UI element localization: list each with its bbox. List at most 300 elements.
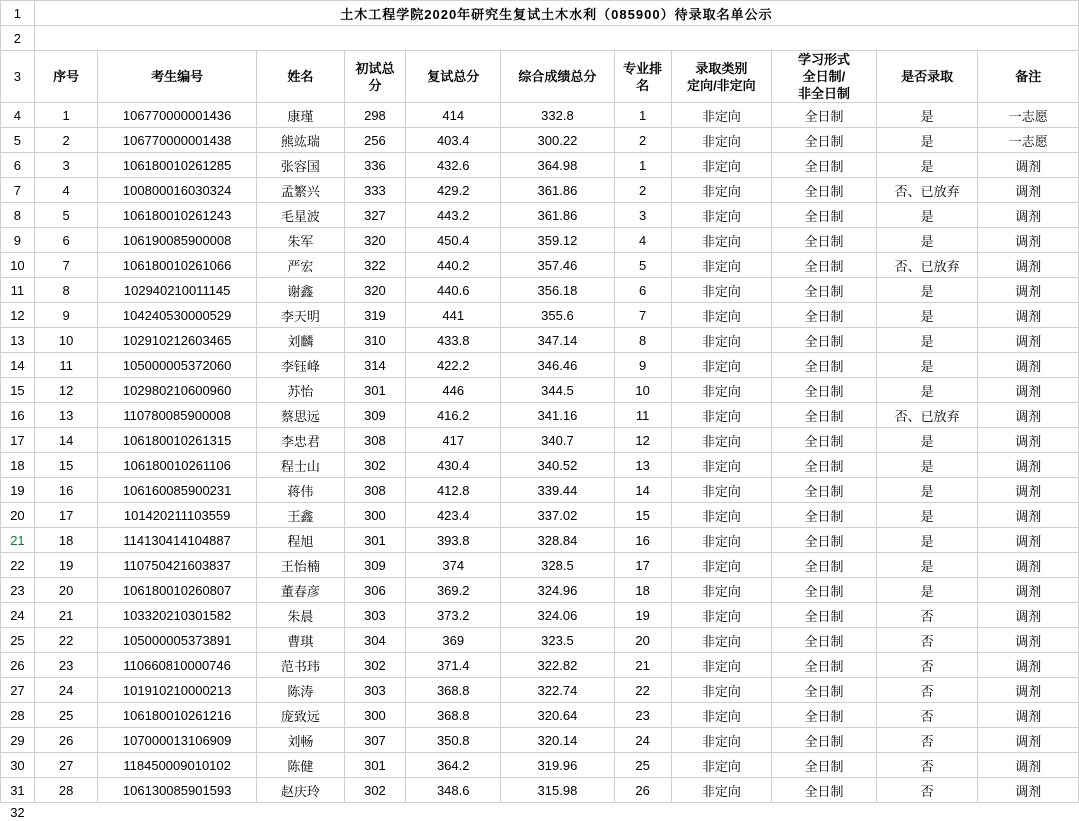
cell-remark[interactable]: 调剂: [978, 253, 1079, 278]
cell-first-score[interactable]: 301: [344, 378, 405, 403]
cell-total-score[interactable]: 356.18: [501, 278, 614, 303]
cell-rank[interactable]: 26: [614, 778, 671, 803]
row-header[interactable]: 22: [1, 553, 35, 578]
cell-admitted[interactable]: 否: [876, 753, 978, 778]
cell-second-score[interactable]: 412.8: [406, 478, 501, 503]
cell-remark[interactable]: 调剂: [978, 753, 1079, 778]
row-header[interactable]: 30: [1, 753, 35, 778]
cell-study-mode[interactable]: 全日制: [772, 303, 877, 328]
cell-candidate-id[interactable]: 106180010261106: [98, 453, 257, 478]
cell-first-score[interactable]: 336: [344, 153, 405, 178]
cell-study-mode[interactable]: 全日制: [772, 528, 877, 553]
table-row[interactable]: [1, 128, 1079, 153]
cell-total-score[interactable]: 337.02: [501, 503, 614, 528]
cell-study-mode[interactable]: 全日制: [772, 753, 877, 778]
cell-name[interactable]: 王怡楠: [256, 553, 344, 578]
cell-no[interactable]: 7: [34, 253, 97, 278]
table-row[interactable]: [1, 703, 1079, 728]
cell-name[interactable]: 赵庆玲: [256, 778, 344, 803]
cell-candidate-id[interactable]: 106180010261066: [98, 253, 257, 278]
table-row[interactable]: [1, 203, 1079, 228]
cell-first-score[interactable]: 333: [344, 178, 405, 203]
cell-admitted[interactable]: 否: [876, 678, 978, 703]
cell-admission-type[interactable]: 非定向: [671, 178, 771, 203]
table-row[interactable]: [1, 378, 1079, 403]
cell-admitted[interactable]: 是: [876, 353, 978, 378]
cell-rank[interactable]: 19: [614, 603, 671, 628]
row-header[interactable]: 4: [1, 103, 35, 128]
cell-rank[interactable]: 1: [614, 153, 671, 178]
cell-candidate-id[interactable]: 102940210011145: [98, 278, 257, 303]
cell-first-score[interactable]: 256: [344, 128, 405, 153]
cell-admitted[interactable]: 是: [876, 428, 978, 453]
cell-no[interactable]: 27: [34, 753, 97, 778]
cell-admitted[interactable]: 是: [876, 378, 978, 403]
cell-first-score[interactable]: 308: [344, 428, 405, 453]
cell-admitted[interactable]: 否、已放弃: [876, 178, 978, 203]
cell-admission-type[interactable]: 非定向: [671, 653, 771, 678]
cell-remark[interactable]: 调剂: [978, 328, 1079, 353]
cell-second-score[interactable]: 441: [406, 303, 501, 328]
cell-candidate-id[interactable]: 102910212603465: [98, 328, 257, 353]
cell-admission-type[interactable]: 非定向: [671, 578, 771, 603]
table-row[interactable]: [1, 478, 1079, 503]
cell-name[interactable]: 陈涛: [256, 678, 344, 703]
cell-second-score[interactable]: 429.2: [406, 178, 501, 203]
table-row[interactable]: [1, 228, 1079, 253]
cell-total-score[interactable]: 322.74: [501, 678, 614, 703]
cell-total-score[interactable]: 361.86: [501, 178, 614, 203]
cell-admission-type[interactable]: 非定向: [671, 153, 771, 178]
cell-name[interactable]: 严宏: [256, 253, 344, 278]
row-header[interactable]: 8: [1, 203, 35, 228]
cell-rank[interactable]: 3: [614, 203, 671, 228]
cell-rank[interactable]: 4: [614, 228, 671, 253]
cell-admitted[interactable]: 是: [876, 228, 978, 253]
cell-rank[interactable]: 9: [614, 353, 671, 378]
cell-no[interactable]: 16: [34, 478, 97, 503]
cell-rank[interactable]: 18: [614, 578, 671, 603]
cell-admitted[interactable]: 是: [876, 103, 978, 128]
cell-second-score[interactable]: 403.4: [406, 128, 501, 153]
cell-first-score[interactable]: 322: [344, 253, 405, 278]
cell-first-score[interactable]: 306: [344, 578, 405, 603]
cell-admitted[interactable]: 是: [876, 528, 978, 553]
cell-second-score[interactable]: 422.2: [406, 353, 501, 378]
cell-total-score[interactable]: 332.8: [501, 103, 614, 128]
cell-no[interactable]: 4: [34, 178, 97, 203]
cell-remark[interactable]: 一志愿: [978, 103, 1079, 128]
cell-remark[interactable]: 调剂: [978, 478, 1079, 503]
cell-name[interactable]: 康瑾: [256, 103, 344, 128]
cell-study-mode[interactable]: 全日制: [772, 603, 877, 628]
cell-first-score[interactable]: 320: [344, 228, 405, 253]
cell-second-score[interactable]: 450.4: [406, 228, 501, 253]
table-row[interactable]: [1, 528, 1079, 553]
cell-second-score[interactable]: 368.8: [406, 703, 501, 728]
table-row[interactable]: [1, 753, 1079, 778]
cell-admitted[interactable]: 是: [876, 453, 978, 478]
cell-total-score[interactable]: 364.98: [501, 153, 614, 178]
cell-study-mode[interactable]: 全日制: [772, 178, 877, 203]
cell-second-score[interactable]: 440.2: [406, 253, 501, 278]
row-header[interactable]: 20: [1, 503, 35, 528]
cell-study-mode[interactable]: 全日制: [772, 353, 877, 378]
cell-admitted[interactable]: 否: [876, 778, 978, 803]
table-row[interactable]: [1, 153, 1079, 178]
cell-first-score[interactable]: 309: [344, 403, 405, 428]
cell-rank[interactable]: 20: [614, 628, 671, 653]
cell-admission-type[interactable]: 非定向: [671, 603, 771, 628]
cell-second-score[interactable]: 423.4: [406, 503, 501, 528]
cell-total-score[interactable]: 357.46: [501, 253, 614, 278]
row-header[interactable]: 23: [1, 578, 35, 603]
cell-remark[interactable]: 调剂: [978, 778, 1079, 803]
cell-name[interactable]: 曹琪: [256, 628, 344, 653]
cell-name[interactable]: 熊竑瑞: [256, 128, 344, 153]
cell-remark[interactable]: 调剂: [978, 728, 1079, 753]
cell-second-score[interactable]: 433.8: [406, 328, 501, 353]
cell-name[interactable]: 谢鑫: [256, 278, 344, 303]
cell-second-score[interactable]: 393.8: [406, 528, 501, 553]
row-header[interactable]: 25: [1, 628, 35, 653]
cell-first-score[interactable]: 304: [344, 628, 405, 653]
cell-second-score[interactable]: 374: [406, 553, 501, 578]
cell-first-score[interactable]: 303: [344, 603, 405, 628]
cell-name[interactable]: 朱晨: [256, 603, 344, 628]
cell-remark[interactable]: 调剂: [978, 578, 1079, 603]
cell-admission-type[interactable]: 非定向: [671, 203, 771, 228]
cell-admission-type[interactable]: 非定向: [671, 278, 771, 303]
row-header[interactable]: 5: [1, 128, 35, 153]
cell-rank[interactable]: 15: [614, 503, 671, 528]
cell-total-score[interactable]: 324.96: [501, 578, 614, 603]
cell-rank[interactable]: 6: [614, 278, 671, 303]
cell-admitted[interactable]: 是: [876, 303, 978, 328]
cell-admitted[interactable]: 是: [876, 503, 978, 528]
cell-remark[interactable]: 调剂: [978, 403, 1079, 428]
cell-admission-type[interactable]: 非定向: [671, 628, 771, 653]
table-row[interactable]: [1, 428, 1079, 453]
row-header[interactable]: 29: [1, 728, 35, 753]
cell-admission-type[interactable]: 非定向: [671, 103, 771, 128]
row-header[interactable]: 27: [1, 678, 35, 703]
cell-study-mode[interactable]: 全日制: [772, 728, 877, 753]
cell-second-score[interactable]: 371.4: [406, 653, 501, 678]
cell-second-score[interactable]: 430.4: [406, 453, 501, 478]
cell-name[interactable]: 孟繁兴: [256, 178, 344, 203]
table-row[interactable]: [1, 403, 1079, 428]
cell-admitted[interactable]: 否、已放弃: [876, 253, 978, 278]
cell-study-mode[interactable]: 全日制: [772, 653, 877, 678]
cell-admission-type[interactable]: 非定向: [671, 228, 771, 253]
cell-study-mode[interactable]: 全日制: [772, 628, 877, 653]
row-header[interactable]: 1: [1, 1, 35, 26]
cell-total-score[interactable]: 347.14: [501, 328, 614, 353]
cell-admitted[interactable]: 是: [876, 128, 978, 153]
cell-rank[interactable]: 1: [614, 103, 671, 128]
cell-total-score[interactable]: 322.82: [501, 653, 614, 678]
cell-first-score[interactable]: 300: [344, 703, 405, 728]
cell-total-score[interactable]: 324.06: [501, 603, 614, 628]
cell-first-score[interactable]: 301: [344, 528, 405, 553]
cell-study-mode[interactable]: 全日制: [772, 228, 877, 253]
cell-remark[interactable]: 调剂: [978, 653, 1079, 678]
table-row[interactable]: [1, 728, 1079, 753]
cell-remark[interactable]: 调剂: [978, 678, 1079, 703]
table-row[interactable]: [1, 678, 1079, 703]
cell-name[interactable]: 程旭: [256, 528, 344, 553]
cell-no[interactable]: 11: [34, 353, 97, 378]
cell-admitted[interactable]: 否: [876, 703, 978, 728]
row-header[interactable]: 9: [1, 228, 35, 253]
cell-second-score[interactable]: 369: [406, 628, 501, 653]
row-header[interactable]: 18: [1, 453, 35, 478]
cell-study-mode[interactable]: 全日制: [772, 278, 877, 303]
table-row[interactable]: [1, 628, 1079, 653]
cell-second-score[interactable]: 364.2: [406, 753, 501, 778]
cell-total-score[interactable]: 344.5: [501, 378, 614, 403]
cell-rank[interactable]: 22: [614, 678, 671, 703]
cell-study-mode[interactable]: 全日制: [772, 453, 877, 478]
cell-no[interactable]: 21: [34, 603, 97, 628]
cell-name[interactable]: 刘畅: [256, 728, 344, 753]
cell-candidate-id[interactable]: 105000005372060: [98, 353, 257, 378]
cell-total-score[interactable]: 359.12: [501, 228, 614, 253]
cell-name[interactable]: 庞致远: [256, 703, 344, 728]
cell-candidate-id[interactable]: 101420211103559: [98, 503, 257, 528]
cell-no[interactable]: 17: [34, 503, 97, 528]
cell-name[interactable]: 陈健: [256, 753, 344, 778]
cell-no[interactable]: 3: [34, 153, 97, 178]
cell-admission-type[interactable]: 非定向: [671, 503, 771, 528]
cell-remark[interactable]: 调剂: [978, 428, 1079, 453]
cell-candidate-id[interactable]: 118450009010102: [98, 753, 257, 778]
cell-no[interactable]: 13: [34, 403, 97, 428]
cell-candidate-id[interactable]: 106770000001436: [98, 103, 257, 128]
cell-rank[interactable]: 7: [614, 303, 671, 328]
cell-no[interactable]: 8: [34, 278, 97, 303]
cell-candidate-id[interactable]: 107000013106909: [98, 728, 257, 753]
cell-admission-type[interactable]: 非定向: [671, 128, 771, 153]
cell-candidate-id[interactable]: 114130414104887: [98, 528, 257, 553]
row-header[interactable]: 15: [1, 378, 35, 403]
row-header[interactable]: 28: [1, 703, 35, 728]
cell-first-score[interactable]: 300: [344, 503, 405, 528]
cell-no[interactable]: 14: [34, 428, 97, 453]
cell-admitted[interactable]: 是: [876, 278, 978, 303]
cell-remark[interactable]: 调剂: [978, 603, 1079, 628]
table-row[interactable]: [1, 328, 1079, 353]
cell-name[interactable]: 李钰峰: [256, 353, 344, 378]
cell-study-mode[interactable]: 全日制: [772, 578, 877, 603]
cell-second-score[interactable]: 373.2: [406, 603, 501, 628]
cell-no[interactable]: 12: [34, 378, 97, 403]
cell-total-score[interactable]: 340.7: [501, 428, 614, 453]
cell-candidate-id[interactable]: 105000005373891: [98, 628, 257, 653]
cell-admission-type[interactable]: 非定向: [671, 353, 771, 378]
row-header[interactable]: 12: [1, 303, 35, 328]
cell-first-score[interactable]: 302: [344, 453, 405, 478]
cell-candidate-id[interactable]: 106180010261315: [98, 428, 257, 453]
cell-study-mode[interactable]: 全日制: [772, 328, 877, 353]
cell-name[interactable]: 毛星波: [256, 203, 344, 228]
cell-name[interactable]: 苏怡: [256, 378, 344, 403]
cell-remark[interactable]: 调剂: [978, 303, 1079, 328]
cell-admission-type[interactable]: 非定向: [671, 453, 771, 478]
cell-first-score[interactable]: 319: [344, 303, 405, 328]
cell-study-mode[interactable]: 全日制: [772, 153, 877, 178]
cell-rank[interactable]: 2: [614, 128, 671, 153]
cell-first-score[interactable]: 320: [344, 278, 405, 303]
cell-no[interactable]: 18: [34, 528, 97, 553]
row-header[interactable]: 17: [1, 428, 35, 453]
cell-second-score[interactable]: 440.6: [406, 278, 501, 303]
cell-remark[interactable]: 调剂: [978, 203, 1079, 228]
cell-remark[interactable]: 调剂: [978, 178, 1079, 203]
cell-total-score[interactable]: 341.16: [501, 403, 614, 428]
cell-admission-type[interactable]: 非定向: [671, 678, 771, 703]
cell-rank[interactable]: 16: [614, 528, 671, 553]
cell-name[interactable]: 刘麟: [256, 328, 344, 353]
row-header[interactable]: 11: [1, 278, 35, 303]
cell-candidate-id[interactable]: 106180010261243: [98, 203, 257, 228]
row-header[interactable]: 13: [1, 328, 35, 353]
cell-second-score[interactable]: 348.6: [406, 778, 501, 803]
cell-study-mode[interactable]: 全日制: [772, 703, 877, 728]
cell-second-score[interactable]: 416.2: [406, 403, 501, 428]
cell-admission-type[interactable]: 非定向: [671, 328, 771, 353]
cell-admission-type[interactable]: 非定向: [671, 378, 771, 403]
cell-study-mode[interactable]: 全日制: [772, 378, 877, 403]
cell-name[interactable]: 李忠君: [256, 428, 344, 453]
cell-rank[interactable]: 13: [614, 453, 671, 478]
cell-rank[interactable]: 21: [614, 653, 671, 678]
cell-candidate-id[interactable]: 106770000001438: [98, 128, 257, 153]
row-header[interactable]: 16: [1, 403, 35, 428]
cell-rank[interactable]: 10: [614, 378, 671, 403]
cell-study-mode[interactable]: 全日制: [772, 403, 877, 428]
table-row[interactable]: [1, 553, 1079, 578]
cell-rank[interactable]: 5: [614, 253, 671, 278]
cell-admitted[interactable]: 否: [876, 603, 978, 628]
cell-name[interactable]: 范书玮: [256, 653, 344, 678]
table-row[interactable]: [1, 578, 1079, 603]
cell-candidate-id[interactable]: 110660810000746: [98, 653, 257, 678]
cell-second-score[interactable]: 414: [406, 103, 501, 128]
cell-candidate-id[interactable]: 106130085901593: [98, 778, 257, 803]
cell-candidate-id[interactable]: 106180010261216: [98, 703, 257, 728]
cell-candidate-id[interactable]: 100800016030324: [98, 178, 257, 203]
row-header[interactable]: 7: [1, 178, 35, 203]
cell-total-score[interactable]: 323.5: [501, 628, 614, 653]
cell-admitted[interactable]: 是: [876, 328, 978, 353]
cell-no[interactable]: 22: [34, 628, 97, 653]
cell-admission-type[interactable]: 非定向: [671, 478, 771, 503]
cell-admitted[interactable]: 否、已放弃: [876, 403, 978, 428]
cell-admission-type[interactable]: 非定向: [671, 303, 771, 328]
row-header[interactable]: 31: [1, 778, 35, 803]
cell-total-score[interactable]: 300.22: [501, 128, 614, 153]
cell-admitted[interactable]: 是: [876, 203, 978, 228]
cell-admission-type[interactable]: 非定向: [671, 728, 771, 753]
cell-admitted[interactable]: 是: [876, 153, 978, 178]
row-header[interactable]: 2: [1, 26, 35, 51]
cell-name[interactable]: 蔡思远: [256, 403, 344, 428]
cell-study-mode[interactable]: 全日制: [772, 678, 877, 703]
table-row[interactable]: [1, 103, 1079, 128]
cell-second-score[interactable]: 446: [406, 378, 501, 403]
cell-second-score[interactable]: 417: [406, 428, 501, 453]
cell-no[interactable]: 23: [34, 653, 97, 678]
cell-candidate-id[interactable]: 106180010260807: [98, 578, 257, 603]
cell-candidate-id[interactable]: 106160085900231: [98, 478, 257, 503]
table-row[interactable]: [1, 653, 1079, 678]
cell-no[interactable]: 9: [34, 303, 97, 328]
cell-total-score[interactable]: 340.52: [501, 453, 614, 478]
cell-admission-type[interactable]: 非定向: [671, 753, 771, 778]
cell-remark[interactable]: 调剂: [978, 553, 1079, 578]
cell-first-score[interactable]: 309: [344, 553, 405, 578]
cell-name[interactable]: 朱军: [256, 228, 344, 253]
table-row[interactable]: [1, 778, 1079, 803]
cell-name[interactable]: 董春彦: [256, 578, 344, 603]
cell-remark[interactable]: 调剂: [978, 503, 1079, 528]
cell-total-score[interactable]: 361.86: [501, 203, 614, 228]
cell-study-mode[interactable]: 全日制: [772, 253, 877, 278]
cell-candidate-id[interactable]: 102980210600960: [98, 378, 257, 403]
cell-candidate-id[interactable]: 103320210301582: [98, 603, 257, 628]
cell-total-score[interactable]: 315.98: [501, 778, 614, 803]
cell-candidate-id[interactable]: 110780085900008: [98, 403, 257, 428]
row-header[interactable]: 32: [1, 803, 35, 821]
cell-remark[interactable]: 调剂: [978, 528, 1079, 553]
cell-no[interactable]: 26: [34, 728, 97, 753]
cell-name[interactable]: 王鑫: [256, 503, 344, 528]
cell-candidate-id[interactable]: 110750421603837: [98, 553, 257, 578]
cell-rank[interactable]: 23: [614, 703, 671, 728]
cell-no[interactable]: 10: [34, 328, 97, 353]
row-header[interactable]: 10: [1, 253, 35, 278]
cell-admission-type[interactable]: 非定向: [671, 703, 771, 728]
cell-first-score[interactable]: 308: [344, 478, 405, 503]
cell-name[interactable]: 蒋伟: [256, 478, 344, 503]
cell-rank[interactable]: 8: [614, 328, 671, 353]
cell-first-score[interactable]: 307: [344, 728, 405, 753]
cell-admitted[interactable]: 是: [876, 578, 978, 603]
row-header[interactable]: 6: [1, 153, 35, 178]
cell-admission-type[interactable]: 非定向: [671, 778, 771, 803]
table-row[interactable]: [1, 178, 1079, 203]
table-row[interactable]: [1, 503, 1079, 528]
cell-name[interactable]: 程士山: [256, 453, 344, 478]
cell-admission-type[interactable]: 非定向: [671, 553, 771, 578]
cell-first-score[interactable]: 301: [344, 753, 405, 778]
cell-name[interactable]: 张容国: [256, 153, 344, 178]
cell-second-score[interactable]: 443.2: [406, 203, 501, 228]
cell-remark[interactable]: 调剂: [978, 628, 1079, 653]
table-row[interactable]: [1, 453, 1079, 478]
cell-first-score[interactable]: 302: [344, 653, 405, 678]
cell-candidate-id[interactable]: 104240530000529: [98, 303, 257, 328]
row-header[interactable]: 14: [1, 353, 35, 378]
cell-study-mode[interactable]: 全日制: [772, 478, 877, 503]
table-row[interactable]: [1, 303, 1079, 328]
cell-admitted[interactable]: 是: [876, 478, 978, 503]
cell-second-score[interactable]: 350.8: [406, 728, 501, 753]
cell-admitted[interactable]: 否: [876, 653, 978, 678]
cell-no[interactable]: 20: [34, 578, 97, 603]
